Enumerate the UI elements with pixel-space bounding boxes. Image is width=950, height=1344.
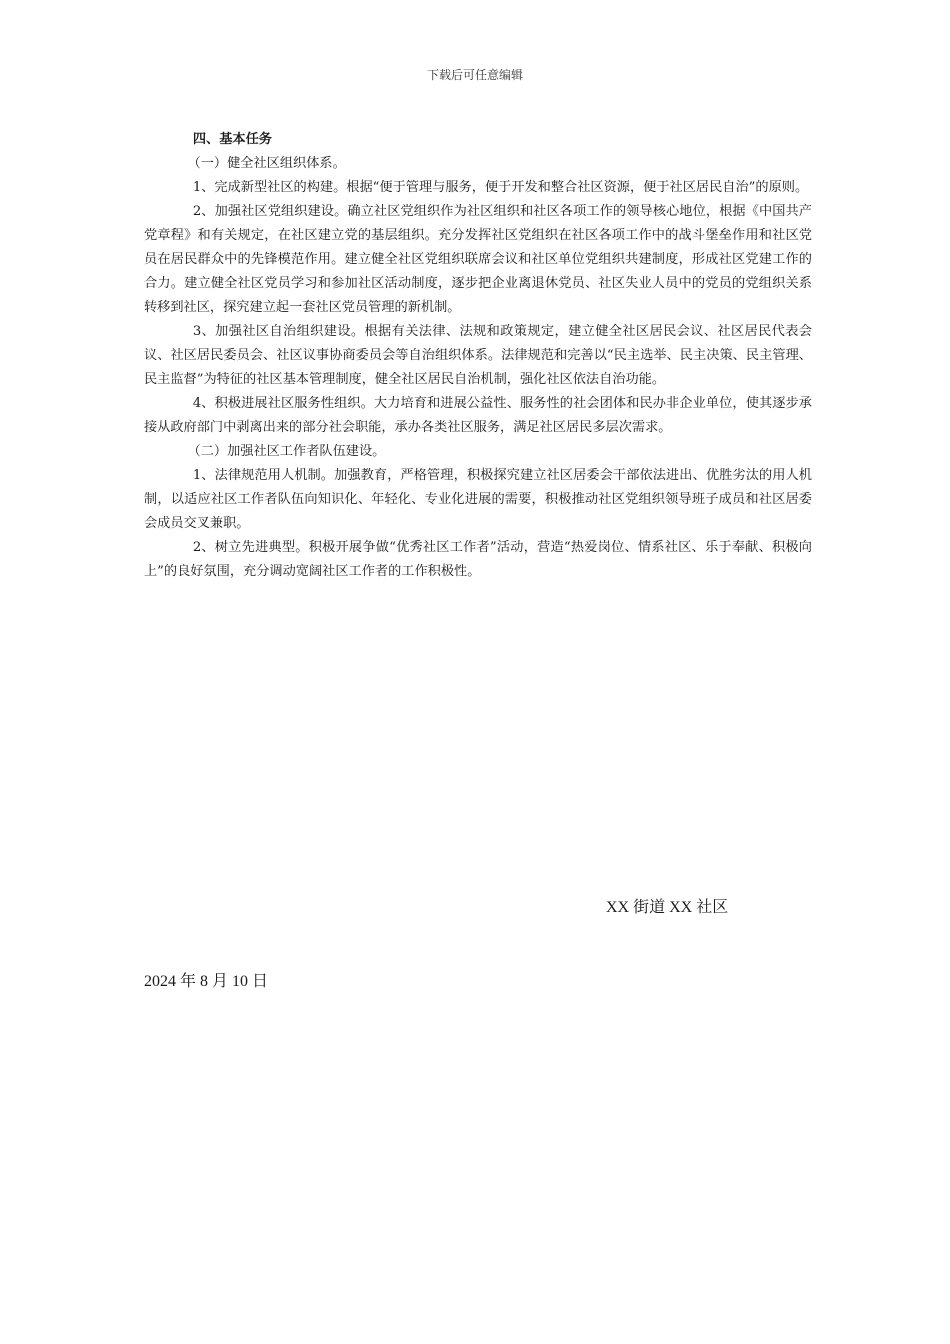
date: 2024 年 8 月 10 日 (144, 973, 269, 990)
paragraph-4: 4、积极进展社区服务性组织。大力培育和进展公益性、服务性的社会团体和民办非企业单位，使其逐步承接从政府部门中剥离出来的部分社会职能，承办各类社区服务，满足社区居民多层次需求。 (144, 396, 812, 435)
paragraph-6: 2、树立先进典型。积极开展争做“优秀社区工作者”活动，营造“热爱岗位、情系社区、乐于奉献、积极向上”的良好氛围，充分调动宽阔社区工作者的工作积极性。 (144, 540, 812, 579)
paragraph-5: 1、法律规范用人机制。加强教育，严格管理，积极探究建立社区居委会干部依法进出、优胜劣汰的用人机制，以适应社区工作者队伍向知识化、年轻化、专业化进展的需要，积极推动社区党组织领导班子成员和社区居委会成员交叉兼职。 (144, 468, 812, 531)
paragraph-2: 2、加强社区党组织建设。确立社区党组织作为社区组织和社区各项工作的领导核心地位，根据《中国共产党章程》和有关规定，在社区建立党的基层组织。充分发挥社区党组织在社区各项工作中的战斗堡垒作用和社区党员在居民群众中的先锋模范作用。建立健全社区党组织联席会议和社区单位党组织共建制度，形成社区党建工作的合力。建立健全社区党员学习和参加社区活动制度，逐步把企业离退休党员、社区失业人员中的党员的党组织关系转移到社区，探究建立起一套社区党员管理的新机制。 (144, 204, 812, 315)
sub-heading-2: （二）加强社区工作者队伍建设。 (187, 444, 386, 459)
document-body (144, 128, 812, 584)
paragraph-1: 1、完成新型社区的构建。根据“便于管理与服务，便于开发和整合社区资源，便于社区居民自治”的原则。 (192, 180, 809, 195)
signature: XX 街道 XX 社区 (606, 899, 729, 916)
section-title: 四、基本任务 (192, 132, 272, 147)
paragraph-3: 3、加强社区自治组织建设。根据有关法律、法规和政策规定，建立健全社区居民会议、社区居民代表会议、社区居民委员会、社区议事协商委员会等自治组织体系。法律规范和完善以“民主选举、民主决策、民主管理、民主监督”为特征的社区基本管理制度，健全社区居民自治机制，强化社区依法自治功能。 (144, 324, 812, 387)
header-note: 下载后可任意编辑 (426, 68, 523, 82)
sub-heading-1: （一）健全社区组织体系。 (187, 156, 346, 171)
